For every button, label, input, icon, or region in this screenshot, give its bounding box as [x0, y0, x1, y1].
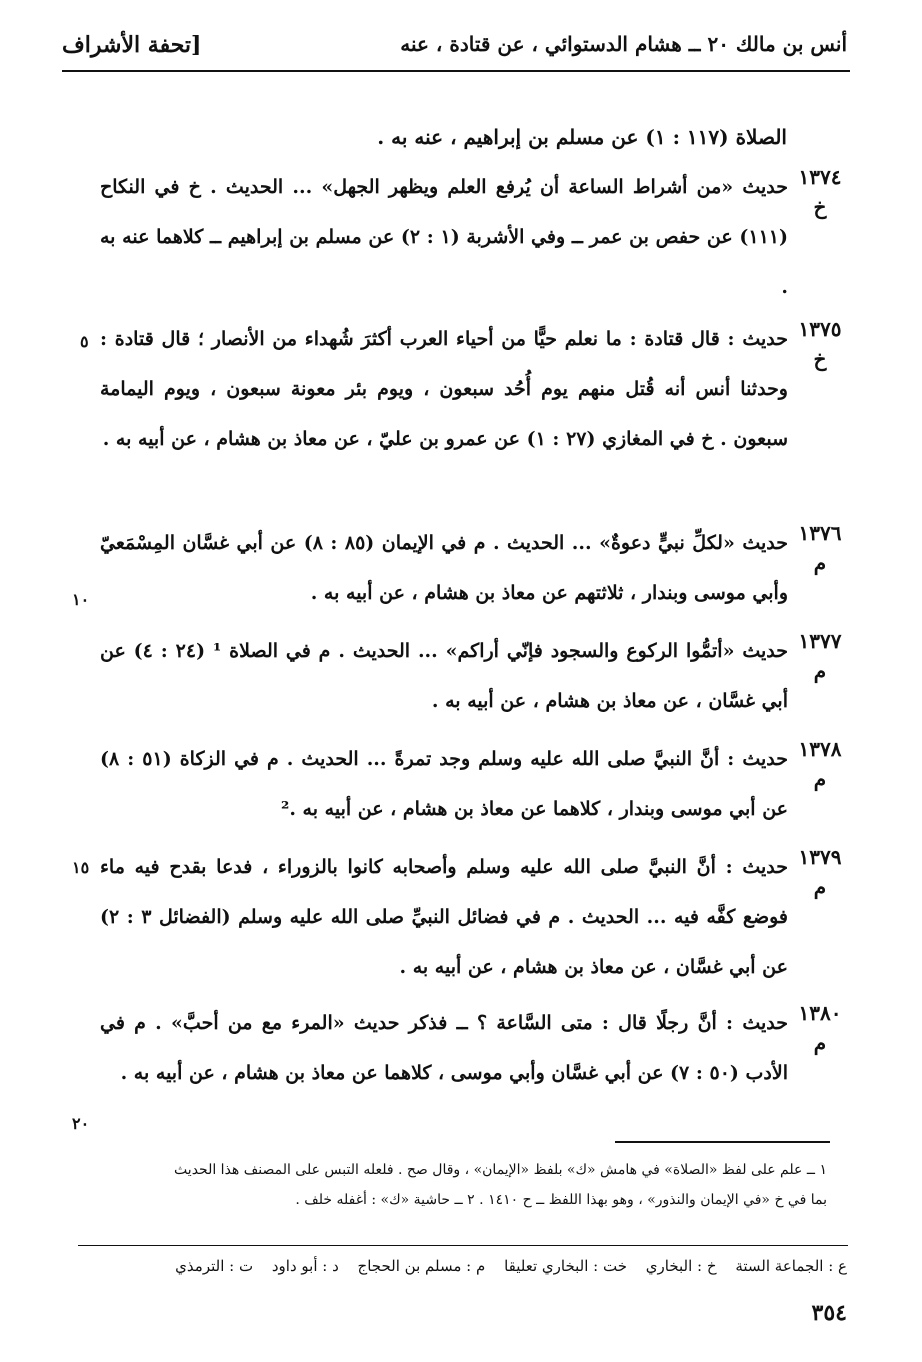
- hadith-entry: [60, 734, 850, 834]
- entry-number: ١٣٧٥ خ: [790, 314, 850, 374]
- legend-item: د : أبو داود: [271, 1257, 339, 1275]
- continuation-text: الصلاة (١١٧ : ١) عن مسلم بن إبراهيم ، عنه به .: [377, 125, 787, 149]
- hadith-entry: [60, 842, 850, 992]
- source-code: خ: [813, 347, 827, 371]
- margin-line-mark: ١٥: [72, 858, 90, 877]
- entry-number: ١٣٧٨ م: [790, 734, 850, 794]
- entry-text: حديث «لكلِّ نبيٍّ دعوةٌ» ... الحديث . م في الإيمان (٨٥ : ٨) عن أبي غسَّان المِسْمَعيّ وأبي موسى وبندار ، ثلاثتهم عن معاذ بن هشام ، عن أبيه به .: [100, 532, 788, 604]
- source-code: م: [813, 659, 827, 683]
- hadith-entry: [60, 998, 850, 1148]
- source-code: م: [813, 875, 827, 899]
- legend-item: خ : البخاري: [645, 1257, 717, 1275]
- footnote-rule: [615, 1141, 830, 1143]
- entry-text: حديث : أنَّ رجلًا قال : متى السَّاعة ؟ ــ فذكر حديث «المرء مع من أحبَّ» . م في الأدب (٥٠ : ٧) عن أبي غسَّان وأبي موسى ، كلاهما عن معاذ بن هشام ، عن أبيه به .: [100, 1012, 788, 1084]
- margin-line-mark: ٥: [80, 332, 89, 351]
- footnotes: [87, 1155, 827, 1215]
- legend-item: ع : الجماعة الستة: [735, 1257, 847, 1275]
- source-code: م: [813, 767, 827, 791]
- entry-text: حديث : أنَّ النبيَّ صلى الله عليه وسلم وأصحابه كانوا بالزوراء ، فدعا بقدح فيه ماء فوضع كفَّه فيه ... الحديث . م في فضائل النبيِّ صلى الله عليه وسلم (الفضائل ٣ : ٢) عن أبي غسَّان ، عن معاذ بن هشام ، عن أبيه به .: [100, 856, 788, 978]
- entry-number: ١٣٧٩ م: [790, 842, 850, 902]
- footnote-line: بما في خ «في الإيمان والنذور» ، وهو بهذا اللفظ ــ ح ١٤١٠ . ٢ ــ حاشية «ك» : أغفله خلف .: [295, 1192, 827, 1208]
- book-title: [تحفة الأشراف: [62, 32, 202, 58]
- source-code: خ: [813, 195, 827, 219]
- abbreviation-legend: [67, 1257, 847, 1275]
- hadith-entry: [60, 162, 850, 312]
- entry-number: ١٣٨٠ م: [790, 998, 850, 1058]
- legend-rule: [78, 1245, 848, 1246]
- entry-number: ١٣٧٤ خ: [790, 162, 850, 222]
- entry-text: حديث «من أشراط الساعة أن يُرفع العلم ويظهر الجهل» ... الحديث . خ في النكاح (١١١) عن حفص بن عمر ــ وفي الأشربة (١ : ٢) عن مسلم بن إبراهيم ــ كلاهما عنه به .: [100, 176, 788, 298]
- margin-line-mark: ٢٠: [72, 1114, 90, 1133]
- entry-number: ١٣٧٦ م: [790, 518, 850, 578]
- hadith-entry: [60, 626, 850, 726]
- running-header: أنس بن مالك ٢٠ ــ هشام الدستوائي ، عن قتادة ، عنه: [400, 32, 847, 56]
- header-rule: [62, 70, 850, 72]
- legend-item: ت : الترمذي: [175, 1257, 254, 1275]
- hadith-entry: [60, 314, 850, 514]
- legend-item: م : مسلم بن الحجاج: [357, 1257, 486, 1275]
- entry-text: حديث : قال قتادة : ما نعلم حيًّا من أحياء العرب أكثرَ شُهداء من الأنصار ؛ قال قتادة : وحدثنا أنس أنه قُتل منهم يوم أُحُد سبعون ، ويوم بئر معونة سبعون ، ويوم اليمامة سبعون . خ في المغازي (٢٧ : ١) عن عمرو بن عليّ ، عن معاذ بن هشام ، عن أبيه به .: [100, 328, 788, 450]
- source-code: م: [813, 551, 827, 575]
- entry-text: حديث : أنَّ النبيَّ صلى الله عليه وسلم وجد تمرةً ... الحديث . م في الزكاة (٥١ : ٨) عن أبي موسى وبندار ، كلاهما عن معاذ بن هشام ، عن أبيه به .²: [100, 748, 788, 820]
- legend-item: خت : البخاري تعليقا: [504, 1257, 627, 1275]
- footnote-line: ١ ــ علم على لفظ «الصلاة» في هامش «ك» بلفظ «الإيمان» ، وقال صح . فلعله التبس على المصنف هذا الحديث: [174, 1162, 827, 1178]
- entry-number: ١٣٧٧ م: [790, 626, 850, 686]
- page-number: ٣٥٤: [811, 1300, 847, 1326]
- entry-text: حديث «أتمُّوا الركوع والسجود فإنّي أراكم» ... الحديث . م في الصلاة ¹ (٢٤ : ٤) عن أبي غسَّان ، عن معاذ بن هشام ، عن أبيه به .: [100, 640, 789, 712]
- hadith-entry: [60, 518, 850, 618]
- source-code: م: [813, 1031, 827, 1055]
- margin-line-mark: ١٠: [72, 590, 90, 609]
